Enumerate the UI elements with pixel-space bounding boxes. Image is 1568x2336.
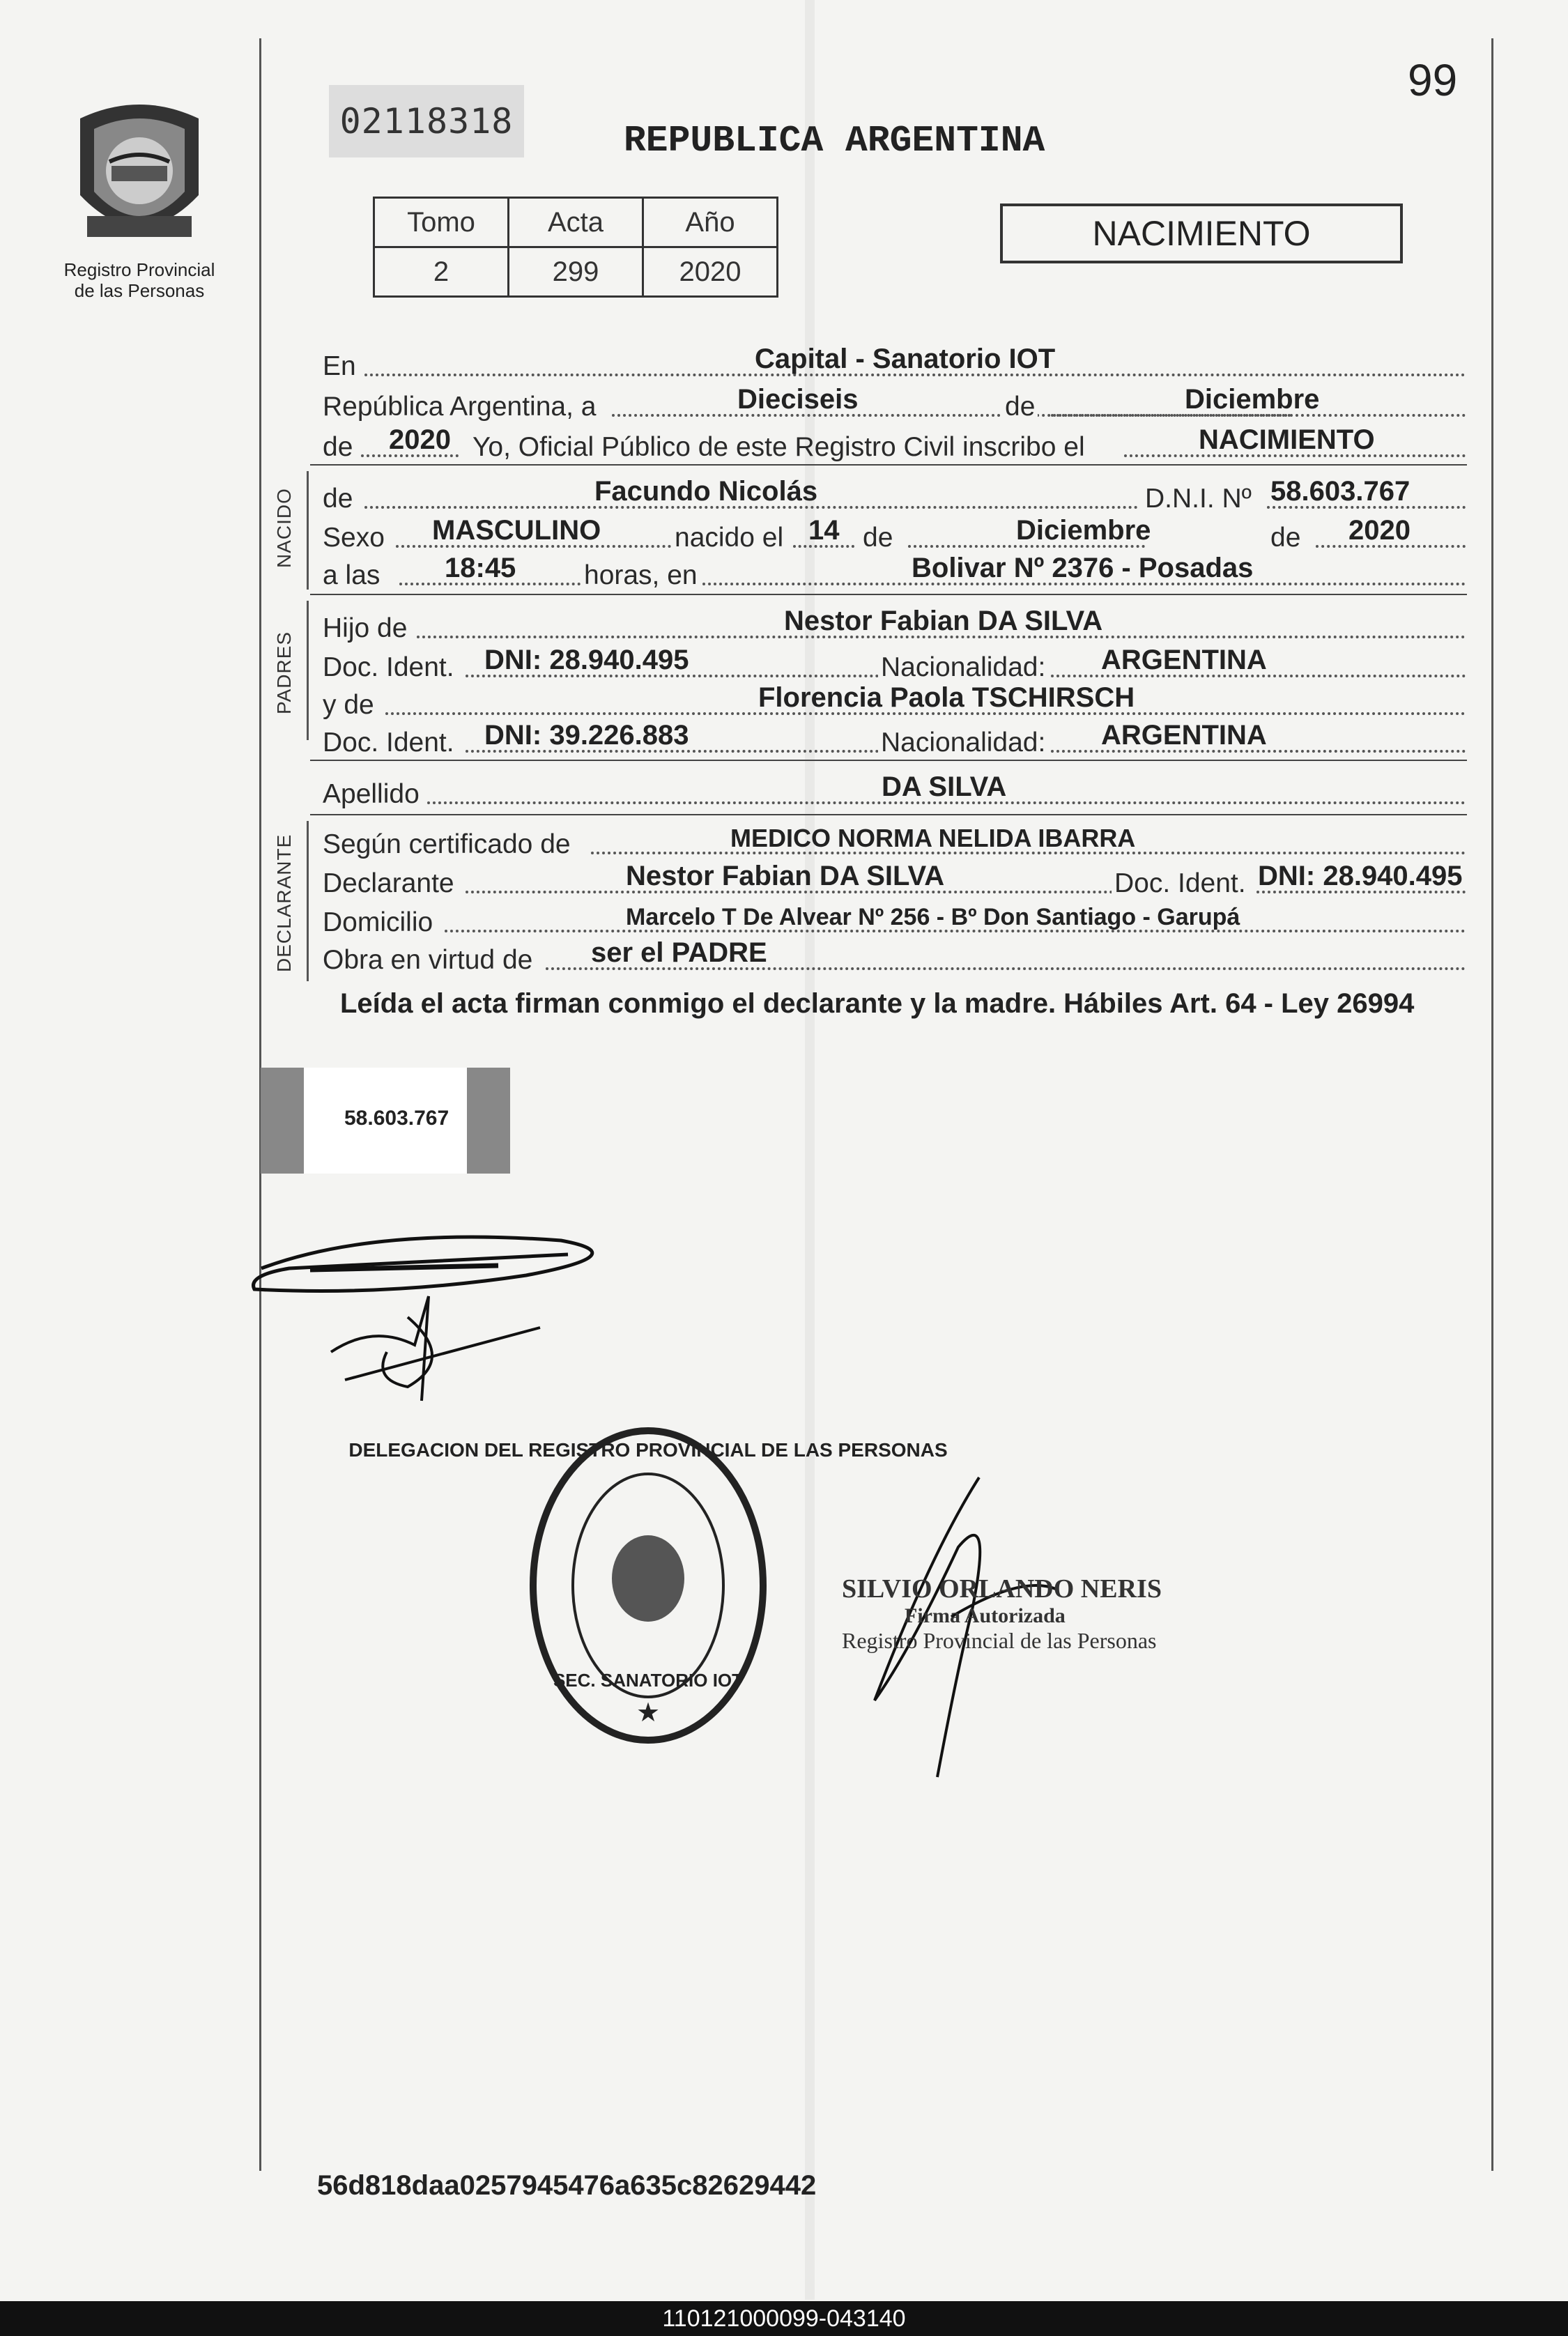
country-title: REPUBLICA ARGENTINA xyxy=(624,120,1045,162)
sexo-label: Sexo xyxy=(323,523,385,553)
place-value: Bolivar Nº 2376 - Posadas xyxy=(912,553,1254,583)
yde-label: y de xyxy=(323,690,374,720)
nacido-bracket xyxy=(307,471,309,590)
anio-header: Año xyxy=(643,198,778,247)
declarante-bracket xyxy=(307,821,309,981)
acta-header: Acta xyxy=(509,198,643,247)
row-obra xyxy=(323,935,1466,977)
row-father-doc xyxy=(323,643,1466,684)
obra-label: Obra en virtud de xyxy=(323,945,533,975)
row-certificado xyxy=(323,820,1466,861)
father-value: Nestor Fabian DA SILVA xyxy=(784,606,1103,636)
cert-value: MEDICO NORMA NELIDA IBARRA xyxy=(730,824,1136,852)
section-divider xyxy=(310,594,1467,595)
tomo-header: Tomo xyxy=(374,198,509,247)
svg-text:★: ★ xyxy=(636,1698,661,1728)
row-en xyxy=(323,341,1466,383)
dni-strip-left-band xyxy=(261,1068,304,1174)
nacido-side-label: NACIDO xyxy=(273,488,295,568)
signatory-block xyxy=(842,1574,1162,1654)
section-divider xyxy=(310,464,1467,466)
signatory-name: SILVIO ORLANDO NERIS xyxy=(842,1574,1162,1604)
en-value: Capital - Sanatorio IOT xyxy=(755,344,1056,374)
yo-label: Yo, Oficial Público de este Registro Civil inscribo el xyxy=(472,432,1085,462)
padres-bracket xyxy=(307,601,309,740)
apellido-label: Apellido xyxy=(323,779,420,809)
doc-label: Doc. Ident. xyxy=(323,728,454,758)
doc-ident-label: Doc. Ident. xyxy=(1112,868,1249,899)
official-stamp xyxy=(348,1422,948,1749)
row-hijo xyxy=(323,604,1466,645)
row-mother-doc xyxy=(323,718,1466,760)
declarant-signature xyxy=(247,1213,666,1422)
apellido-value: DA SILVA xyxy=(882,771,1007,802)
footer-code: 110121000099-043140 xyxy=(0,2301,1568,2336)
de-year2-label: de xyxy=(1270,523,1301,553)
declarante-side-label: DECLARANTE xyxy=(273,833,295,972)
en-label: En xyxy=(323,351,356,381)
birth-year-value: 2020 xyxy=(1348,515,1411,546)
birth-month-value: Diciembre xyxy=(1016,515,1151,546)
signatory-title: Firma Autorizada xyxy=(905,1604,1066,1627)
declarante-label: Declarante xyxy=(323,868,454,898)
row-date xyxy=(323,382,1466,424)
record-type-box: NACIMIENTO xyxy=(1000,203,1403,263)
birth-day-value: 14 xyxy=(808,515,840,546)
domicilio-value: Marcelo T De Alvear Nº 256 - Bº Don Santiago - Garupá xyxy=(626,904,1240,930)
a-las-label: a las xyxy=(323,560,381,590)
year-value: 2020 xyxy=(389,424,451,455)
registry-label-line2: de las Personas xyxy=(74,280,205,301)
row-domicilio xyxy=(323,898,1466,939)
serial-number: 02118318 xyxy=(329,85,524,157)
row-mother xyxy=(323,680,1466,722)
misiones-crest-logo xyxy=(66,98,213,254)
dni-value: 58.603.767 xyxy=(1270,476,1411,507)
registry-label-line1: Registro Provincial xyxy=(63,259,215,280)
page-number: 99 xyxy=(1408,55,1458,105)
nacionalidad-label: Nacionalidad: xyxy=(878,652,1048,683)
republica-label: República Argentina, a xyxy=(323,392,597,422)
sexo-value: MASCULINO xyxy=(432,515,601,546)
father-nat-value: ARGENTINA xyxy=(1101,645,1267,675)
hour-value: 18:45 xyxy=(445,553,516,583)
nacido-el-label: nacido el xyxy=(675,523,784,553)
padres-side-label: PADRES xyxy=(273,631,295,714)
nacionalidad-label: Nacionalidad: xyxy=(878,728,1048,758)
row-sexo xyxy=(323,513,1466,555)
declarante-value: Nestor Fabian DA SILVA xyxy=(626,861,945,891)
domicilio-label: Domicilio xyxy=(323,907,433,937)
dni-strip-number: 58.603.767 xyxy=(344,1107,449,1130)
acta-value: 299 xyxy=(509,247,643,297)
de-year-label: de xyxy=(323,432,353,462)
row-declarante xyxy=(323,859,1466,900)
doc-label: Doc. Ident. xyxy=(323,652,454,682)
mother-nat-value: ARGENTINA xyxy=(1101,720,1267,751)
mother-value: Florencia Paola TSCHIRSCH xyxy=(758,682,1135,713)
month-value: Diciembre xyxy=(1185,384,1320,415)
dni-strip xyxy=(261,1068,510,1174)
hijo-label: Hijo de xyxy=(323,613,408,643)
de-label: de xyxy=(1002,392,1038,422)
dni-label: D.N.I. Nº xyxy=(1145,484,1252,514)
row-apellido xyxy=(323,769,1466,811)
father-doc-value: DNI: 28.940.495 xyxy=(484,645,689,675)
horas-en-label: horas, en xyxy=(584,560,698,590)
inscribo-value: NACIMIENTO xyxy=(1199,424,1375,455)
dni-strip-right-band xyxy=(467,1068,510,1174)
record-table xyxy=(373,197,778,298)
tomo-value: 2 xyxy=(374,247,509,297)
signatory-registry: Registro Provincial de las Personas xyxy=(842,1628,1157,1653)
name-value: Facundo Nicolás xyxy=(594,476,818,507)
segun-label: Según certificado de xyxy=(323,829,571,859)
document-hash: 56d818daa0257945476a635c82629442 xyxy=(317,2170,817,2201)
registry-label xyxy=(49,259,230,301)
row-year xyxy=(323,422,1466,464)
row-hora xyxy=(323,551,1466,592)
mother-doc-value: DNI: 39.226.883 xyxy=(484,720,689,751)
day-value: Dieciseis xyxy=(737,384,859,415)
stamp-inner-text: SEC. SANATORIO IOT xyxy=(553,1670,744,1691)
stamp-text: DELEGACION DEL REGISTRO PROVINCIAL DE LAS PERSONAS xyxy=(348,1439,948,1461)
section-divider xyxy=(310,760,1467,761)
anio-value: 2020 xyxy=(643,247,778,297)
de-month-label: de xyxy=(863,523,893,553)
declarante-doc-value: DNI: 28.940.495 xyxy=(1258,861,1463,891)
de-name-label: de xyxy=(323,484,353,514)
section-divider xyxy=(310,814,1467,815)
right-margin-line xyxy=(1491,38,1493,2171)
obra-value: ser el PADRE xyxy=(591,937,767,968)
closing-text: Leída el acta firman conmigo el declarante y la madre. Hábiles Art. 64 - Ley 26994 xyxy=(340,988,1415,1019)
row-name xyxy=(323,474,1466,516)
